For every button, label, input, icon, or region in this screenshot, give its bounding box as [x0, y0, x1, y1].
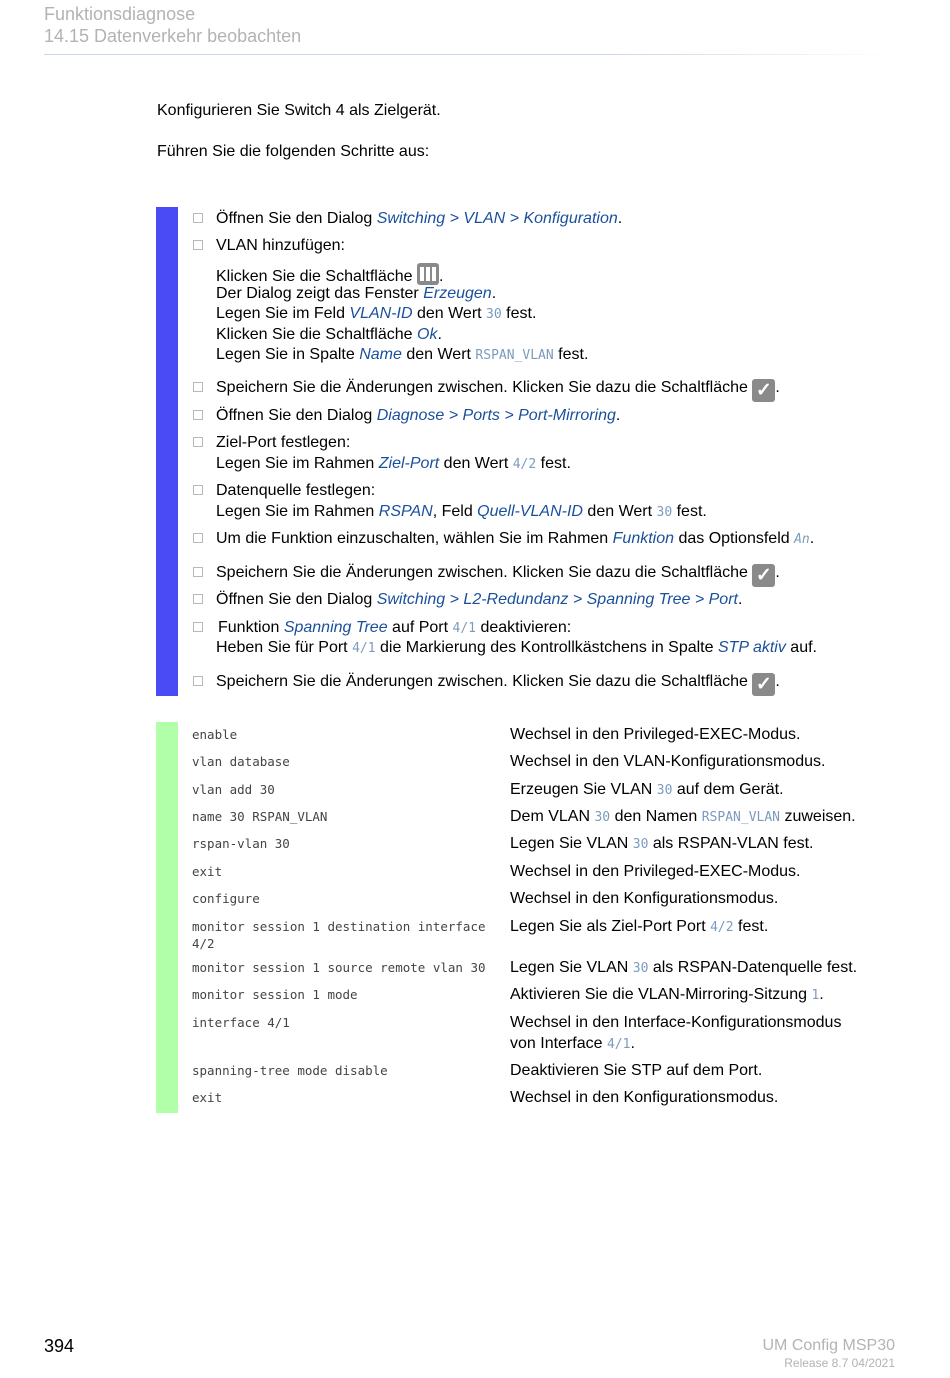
cli-command: monitor session 1 source remote vlan 30 — [192, 960, 486, 975]
cli-description: Dem VLAN 30 den Namen RSPAN_VLAN zuweisen. — [510, 808, 856, 825]
intro-paragraph-2: Führen Sie die folgenden Schritte aus: — [157, 143, 430, 160]
step-checkbox — [193, 485, 203, 495]
running-header-section: 14.15 Datenverkehr beobachten — [44, 26, 302, 46]
step-checkbox — [193, 567, 203, 577]
step-checkbox — [193, 382, 203, 392]
footer-release: Release 8.7 04/2021 — [784, 1356, 895, 1370]
cli-description-continuation: von Interface 4/1. — [510, 1035, 635, 1052]
cli-description: Legen Sie VLAN 30 als RSPAN-Datenquelle fest. — [510, 959, 858, 976]
cli-description: Legen Sie VLAN 30 als RSPAN-VLAN fest. — [510, 835, 814, 852]
header-rule — [44, 54, 894, 55]
cli-description: Wechsel in den Interface-Konfigurationsmodus — [510, 1014, 842, 1031]
table-add-icon — [417, 263, 439, 285]
step-checkbox — [193, 676, 203, 686]
cli-command: configure — [192, 891, 260, 906]
cli-description: Wechsel in den Konfigurationsmodus. — [510, 1089, 779, 1106]
cli-command: monitor session 1 mode — [192, 987, 358, 1002]
running-header-chapter: Funktionsdiagnose — [44, 4, 196, 24]
save-check-icon: ✓ — [752, 564, 775, 587]
cli-command-continuation: 4/2 — [192, 936, 215, 951]
cli-description: Erzeugen Sie VLAN 30 auf dem Gerät. — [510, 781, 784, 798]
cli-description: Wechsel in den VLAN-Konfigurationsmodus. — [510, 753, 826, 770]
step-checkbox — [193, 533, 203, 543]
cli-command: monitor session 1 destination interface — [192, 919, 486, 934]
step-checkbox — [193, 410, 203, 420]
footer-document-title: UM Config MSP30 — [762, 1337, 895, 1354]
cli-command: exit — [192, 864, 223, 879]
cli-command: vlan database — [192, 754, 290, 769]
step-checkbox — [193, 594, 203, 604]
step-checkbox — [193, 240, 203, 250]
gui-steps-marker — [156, 207, 178, 696]
cli-description: Wechsel in den Konfigurationsmodus. — [510, 890, 779, 907]
intro-paragraph-1: Konfigurieren Sie Switch 4 als Zielgerät. — [157, 102, 441, 119]
cli-command: enable — [192, 727, 238, 742]
cli-command: name 30 RSPAN_VLAN — [192, 809, 328, 824]
cli-description: Wechsel in den Privileged-EXEC-Modus. — [510, 863, 801, 880]
cli-steps-marker — [156, 722, 178, 1113]
step-checkbox — [193, 437, 203, 447]
cli-command: spanning-tree mode disable — [192, 1063, 388, 1078]
cli-command: vlan add 30 — [192, 782, 275, 797]
page-number: 394 — [44, 1336, 75, 1356]
cli-description: Legen Sie als Ziel-Port Port 4/2 fest. — [510, 918, 769, 935]
cli-description: Aktivieren Sie die VLAN-Mirroring-Sitzung 1. — [510, 986, 824, 1003]
cli-command: interface 4/1 — [192, 1015, 290, 1030]
cli-description: Wechsel in den Privileged-EXEC-Modus. — [510, 726, 801, 743]
save-check-icon: ✓ — [752, 673, 775, 696]
cli-description: Deaktivieren Sie STP auf dem Port. — [510, 1062, 763, 1079]
cli-command: rspan-vlan 30 — [192, 836, 290, 851]
cli-command: exit — [192, 1090, 223, 1105]
step-checkbox — [193, 213, 203, 223]
step-checkbox — [193, 622, 203, 632]
save-check-icon: ✓ — [752, 379, 775, 402]
